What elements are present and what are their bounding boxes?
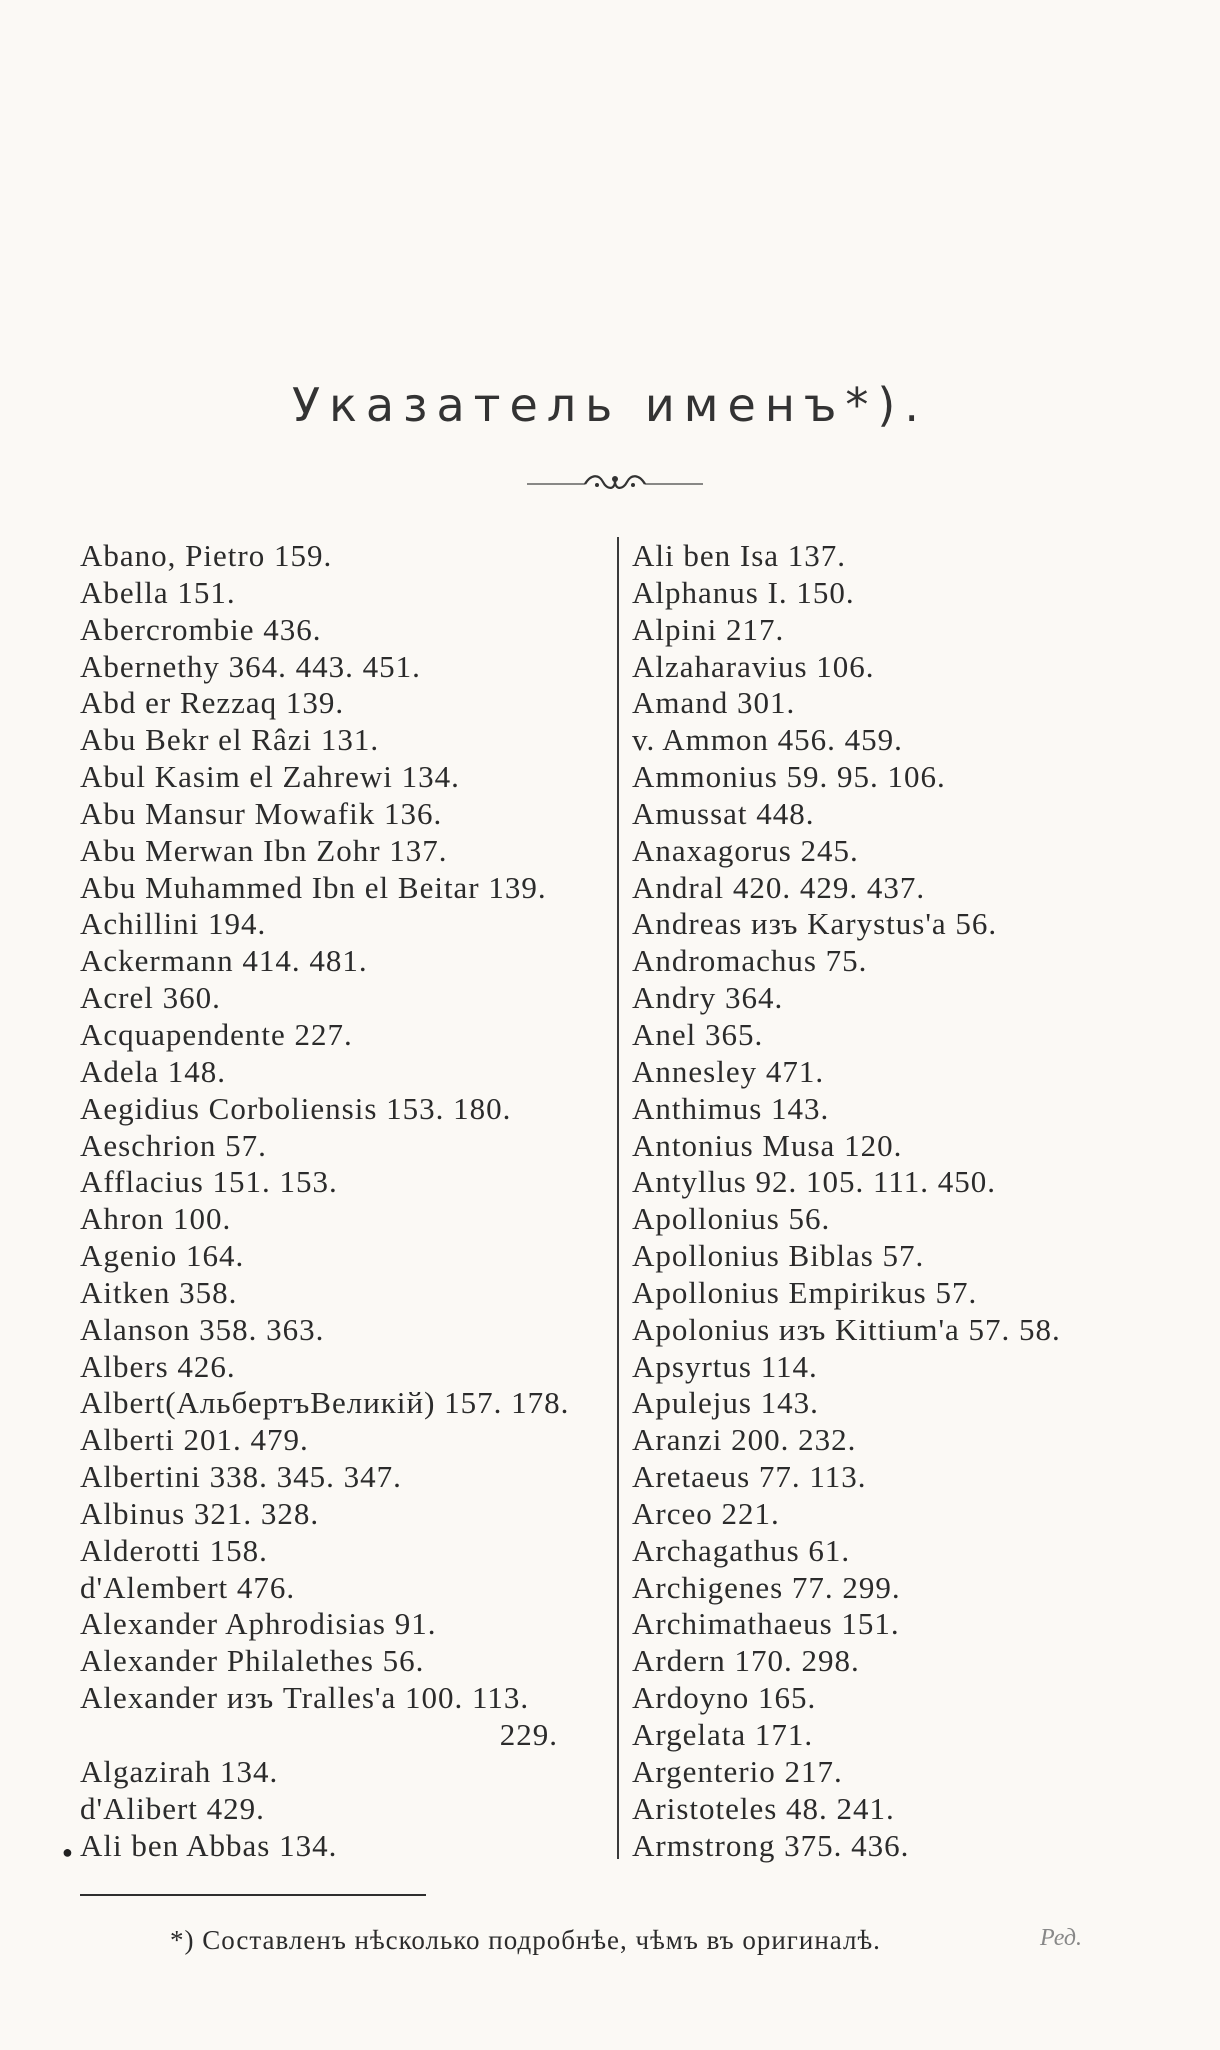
index-entry: d'Alibert 429. — [80, 1790, 265, 1826]
index-entry: 229. — [499, 1717, 558, 1752]
index-entry: Ali ben Isa 137. — [632, 538, 847, 573]
index-entry: Andromachus 75. — [632, 943, 868, 979]
index-entry: Apollonius 56. — [632, 1201, 831, 1237]
index-entry: Alexander Aphrodisias 91. — [80, 1606, 437, 1642]
index-entry: Apollonius Biblas 57. — [632, 1238, 925, 1274]
index-entry: Algazirah 134. — [80, 1753, 279, 1789]
index-entry: Apulejus 143. — [632, 1385, 819, 1421]
index-entry: Alzaharavius 106. — [632, 648, 875, 684]
index-entry: Andral 420. 429. 437. — [632, 869, 926, 905]
bullet-mark: ● — [62, 1842, 73, 1862]
index-entry: Annesley 471. — [632, 1053, 825, 1089]
index-entry: Ardern 170. 298. — [632, 1643, 860, 1679]
index-entry: Apsyrtus 114. — [632, 1348, 818, 1384]
index-entry: Acrel 360. — [80, 980, 221, 1016]
index-entry: d'Alembert 476. — [80, 1569, 296, 1605]
index-entry: Albertini 338. 345. 347. — [80, 1459, 402, 1495]
column-divider — [617, 537, 619, 1859]
index-entry: Alberti 201. 479. — [80, 1422, 309, 1458]
index-entry: Aegidius Corboliensis 153. 180. — [80, 1090, 512, 1126]
index-entry: Apolonius изъ Kittium'a 57. 58. — [632, 1311, 1061, 1347]
index-entry: Abd er Rezzaq 139. — [80, 685, 345, 721]
footnote-rule — [80, 1894, 426, 1896]
index-entry: Adela 148. — [80, 1053, 227, 1089]
index-entry: Alexander Philalethes 56. — [80, 1643, 425, 1679]
index-entry: Aranzi 200. 232. — [632, 1422, 857, 1458]
index-entry: Arceo 221. — [632, 1495, 780, 1531]
index-entry: Achillini 194. — [80, 906, 267, 942]
index-entry: Anthimus 143. — [632, 1090, 830, 1126]
index-entry: Antonius Musa 120. — [632, 1127, 903, 1163]
index-entry: Abu Mansur Mowafik 136. — [80, 795, 443, 831]
index-entry: Alexander изъ Tralles'a 100. 113. — [80, 1680, 530, 1716]
index-entry: Ammonius 59. 95. 106. — [632, 759, 946, 795]
index-entry: Agenio 164. — [80, 1238, 245, 1274]
index-entry: Abella 151. — [80, 574, 236, 610]
index-entry: Amand 301. — [632, 685, 796, 721]
index-entry: Acquapendente 227. — [80, 1016, 353, 1052]
index-entry: Armstrong 375. 436. — [632, 1827, 910, 1863]
index-entry: Abu Muhammed Ibn el Beitar 139. — [80, 869, 547, 905]
index-entry: Anaxagorus 245. — [632, 832, 859, 868]
index-entry: Abu Bekr el Râzi 131. — [80, 722, 380, 758]
index-entry: Amussat 448. — [632, 795, 815, 831]
index-entry: Albers 426. — [80, 1348, 236, 1384]
index-entry: Ackermann 414. 481. — [80, 943, 368, 979]
index-entry: Abano, Pietro 159. — [80, 538, 333, 573]
index-column-left — [80, 538, 610, 1864]
index-entry: Aeschrion 57. — [80, 1127, 267, 1163]
index-column-right — [632, 538, 1172, 1864]
index-entry: Antyllus 92. 105. 111. 450. — [632, 1164, 996, 1200]
index-entry: Anel 365. — [632, 1016, 764, 1052]
index-entry: Albert(АльбертъВеликій) 157. 178. — [80, 1385, 570, 1421]
editor-mark: Ред. — [1040, 1925, 1082, 1951]
index-entry: Abernethy 364. 443. 451. — [80, 648, 421, 684]
index-entry: Argenterio 217. — [632, 1753, 843, 1789]
index-entry: Ardoyno 165. — [632, 1680, 817, 1716]
ornament-divider — [525, 470, 705, 492]
index-entry: Archagathus 61. — [632, 1532, 851, 1568]
index-entry: Ali ben Abbas 134. — [80, 1827, 338, 1863]
index-entry: Afflacius 151. 153. — [80, 1164, 338, 1200]
footnote-text: *) Составленъ нѣсколько подробнѣе, чѣмъ въ оригиналѣ. — [170, 1925, 881, 1955]
index-entry: Apollonius Empirikus 57. — [632, 1274, 978, 1310]
index-entry: Argelata 171. — [632, 1717, 814, 1752]
index-entry: Aitken 358. — [80, 1274, 238, 1310]
index-entry: Albinus 321. 328. — [80, 1495, 320, 1531]
page-title: Указатель именъ*). — [292, 378, 928, 432]
index-entry: Ahron 100. — [80, 1201, 232, 1237]
index-entry: Alanson 358. 363. — [80, 1311, 325, 1347]
index-entry: Archigenes 77. 299. — [632, 1569, 901, 1605]
index-entry: Abul Kasim el Zahrewi 134. — [80, 759, 460, 795]
index-entry: v. Ammon 456. 459. — [632, 722, 903, 758]
index-entry: Aristoteles 48. 241. — [632, 1790, 895, 1826]
index-entry: Andreas изъ Karystus'a 56. — [632, 906, 998, 942]
index-entry: Archimathaeus 151. — [632, 1606, 900, 1642]
index-entry: Abu Merwan Ibn Zohr 137. — [80, 832, 448, 868]
index-entry: Aretaeus 77. 113. — [632, 1459, 867, 1495]
index-entry: Andry 364. — [632, 980, 784, 1016]
index-entry: Alpini 217. — [632, 611, 785, 647]
index-entry: Alphanus I. 150. — [632, 574, 855, 610]
index-entry: Abercrombie 436. — [80, 611, 322, 647]
index-entry: Alderotti 158. — [80, 1532, 268, 1568]
